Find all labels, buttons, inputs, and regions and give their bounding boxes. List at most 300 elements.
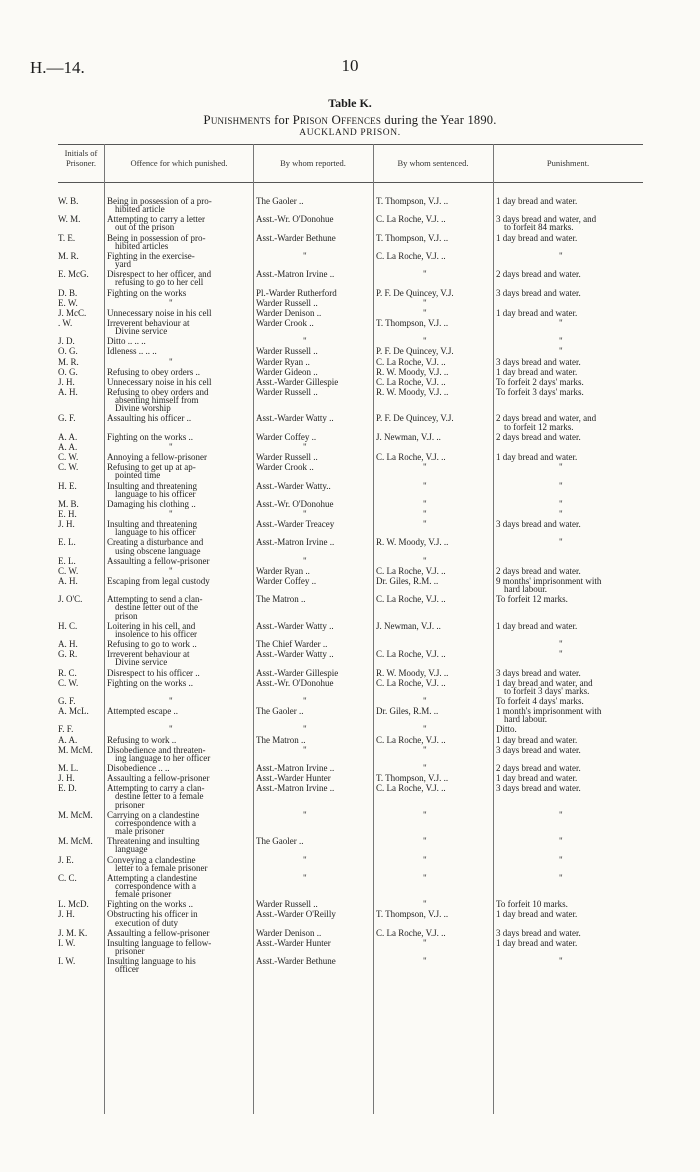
- subtitle-offences: Prison Offences: [292, 112, 382, 127]
- cell-sentenced: ": [423, 297, 427, 308]
- cell-initials: L. McD.: [58, 899, 89, 910]
- cell-reported: Asst.-Warder O'Reilly: [256, 909, 336, 920]
- cell-offence: Fighting on the works: [107, 287, 187, 298]
- cell-punishment: 2 days bread and water.: [496, 763, 581, 773]
- cell-punishment: 1 day bread and water.: [496, 620, 578, 631]
- cell-punishment: ": [559, 872, 563, 883]
- cell-initials: C. W.: [58, 462, 79, 473]
- column-header-initials: Initials of Prisoner.: [64, 148, 98, 168]
- cell-offence: Assaulting a fellow-prisoner: [107, 773, 210, 784]
- cell-punishment: 1 day bread and water.: [496, 307, 578, 318]
- cell-offence: Assaulting a fellow-prisoner: [107, 555, 210, 566]
- cell-sentenced: Dr. Giles, R.M. ..: [376, 576, 439, 586]
- cell-offence: Refusing to work ..: [107, 734, 177, 745]
- cell-offence: absenting himself from: [115, 395, 199, 406]
- cell-offence: Insulting language to fellow-: [107, 937, 212, 948]
- cell-punishment: 2 days bread and water.: [496, 565, 581, 576]
- cell-offence: Unnecessary noise in his cell: [107, 307, 212, 318]
- cell-reported: Asst.-Warder Watty ..: [256, 649, 334, 660]
- column-divider: [373, 144, 374, 1114]
- table-title: Table K.: [328, 96, 372, 110]
- cell-sentenced: P. F. De Quincey, V.J.: [376, 287, 454, 298]
- cell-sentenced: C. La Roche, V.J. ..: [376, 649, 446, 660]
- cell-sentenced: ": [423, 555, 427, 566]
- cell-sentenced: C. La Roche, V.J. ..: [376, 594, 446, 605]
- cell-sentenced: ": [423, 956, 427, 967]
- cell-offence: Unnecessary noise in his cell: [107, 376, 212, 387]
- cell-offence: Assaulting his officer ..: [107, 413, 192, 424]
- cell-punishment: To forfeit 10 marks.: [496, 899, 568, 910]
- cell-offence: Disrespect to her officer, and: [107, 269, 212, 280]
- cell-sentenced: C. La Roche, V.J. ..: [376, 452, 446, 463]
- cell-punishment: To forfeit 4 days' marks.: [496, 695, 584, 706]
- cell-reported: ": [303, 854, 307, 865]
- cell-reported: Warder Crook ..: [256, 317, 314, 328]
- cell-punishment: 1 day bread and water.: [496, 452, 578, 463]
- cell-punishment: 2 days bread and water.: [496, 431, 581, 442]
- cell-offence: ": [169, 565, 173, 576]
- cell-offence: Attempting to carry a clan-: [107, 783, 205, 794]
- cell-offence: Creating a disturbance and: [107, 537, 204, 548]
- cell-reported: ": [303, 250, 307, 261]
- cell-offence: Refusing to obey orders ..: [107, 366, 200, 377]
- cell-reported: ": [303, 555, 307, 566]
- cell-offence: ": [169, 297, 173, 308]
- cell-initials: A. A.: [58, 734, 78, 745]
- cell-sentenced: T. Thompson, V.J. ..: [376, 196, 449, 206]
- cell-reported: ": [303, 441, 307, 452]
- cell-initials: A. McL.: [58, 706, 89, 717]
- cell-initials: R. C.: [58, 667, 77, 678]
- cell-reported: Pl.-Warder Rutherford: [256, 287, 337, 298]
- cell-reported: ": [303, 695, 307, 706]
- cell-initials: A. A.: [58, 431, 78, 442]
- cell-punishment: ": [559, 480, 563, 491]
- cell-reported: Asst.-Warder Gillespie: [256, 667, 339, 678]
- document-code: H.—14.: [30, 58, 85, 77]
- cell-initials: A. A.: [58, 441, 78, 452]
- cell-punishment: 9 months' imprisonment with: [496, 576, 602, 586]
- cell-initials: W. B.: [58, 196, 79, 206]
- cell-offence: Disrespect to his officer ..: [107, 667, 200, 678]
- cell-offence: Refusing to go to work ..: [107, 639, 197, 650]
- cell-initials: M. McM.: [58, 809, 93, 820]
- cell-reported: ": [303, 809, 307, 820]
- cell-reported: ": [303, 724, 307, 735]
- cell-offence: ": [169, 441, 173, 452]
- cell-punishment: 3 days bread and water.: [496, 519, 581, 530]
- cell-punishment: to forfeit 12 marks.: [504, 421, 574, 432]
- cell-sentenced: C. La Roche, V.J. ..: [376, 214, 446, 225]
- cell-offence: correspondence with a: [115, 817, 196, 828]
- subtitle-punishments: Punishments: [203, 112, 271, 127]
- cell-offence: refusing to go to her cell: [115, 277, 204, 288]
- cell-initials: J. McC.: [58, 307, 87, 318]
- cell-sentenced: C. La Roche, V.J. ..: [376, 734, 446, 745]
- cell-reported: Asst.-Matron Irvine ..: [256, 537, 335, 548]
- cell-sentenced: ": [423, 508, 427, 519]
- cell-initials: G. F.: [58, 413, 76, 424]
- cell-reported: Asst.-Wr. O'Donohue: [256, 498, 334, 509]
- cell-offence: Divine service: [115, 326, 168, 337]
- cell-punishment: ": [559, 809, 563, 820]
- cell-sentenced: ": [423, 519, 427, 530]
- column-header-sentenced: By whom sentenced.: [397, 158, 469, 168]
- cell-initials: E. L.: [58, 537, 76, 548]
- cell-punishment: 3 days bread and water.: [496, 667, 581, 678]
- cell-offence: Disobedience and threaten-: [107, 744, 206, 755]
- cell-punishment: ": [559, 956, 563, 967]
- cell-punishment: to forfeit 3 days' marks.: [504, 685, 590, 696]
- cell-sentenced: C. La Roche, V.J. ..: [376, 677, 446, 688]
- cell-punishment: 1 day bread and water.: [496, 909, 578, 920]
- cell-reported: ": [303, 336, 307, 347]
- cell-offence: prisoner: [115, 946, 145, 956]
- cell-punishment: 1 day bread and water, and: [496, 677, 593, 688]
- cell-sentenced: ": [423, 724, 427, 735]
- cell-offence: Refusing to obey orders and: [107, 387, 209, 397]
- cell-reported: Asst.-Warder Treacey: [256, 519, 335, 530]
- cell-punishment: to forfeit 84 marks.: [504, 222, 574, 233]
- cell-offence: Being in possession of pro-: [107, 232, 206, 243]
- cell-initials: J. O'C.: [58, 594, 83, 605]
- cell-punishment: ": [559, 462, 563, 473]
- cell-offence: Ditto .. .. ..: [107, 336, 146, 347]
- cell-reported: Asst.-Warder Gillespie: [256, 376, 339, 387]
- cell-initials: I. W.: [58, 956, 76, 967]
- cell-reported: Warder Denison ..: [256, 927, 322, 938]
- cell-offence: pointed time: [115, 470, 161, 481]
- cell-punishment: ": [559, 639, 563, 650]
- cell-punishment: ": [559, 498, 563, 509]
- table-subtitle: [0, 112, 700, 128]
- cell-punishment: 3 days bread and water.: [496, 783, 581, 794]
- cell-offence: hibited articles: [115, 240, 169, 251]
- cell-reported: The Matron ..: [256, 594, 306, 605]
- cell-offence: Divine service: [115, 657, 168, 668]
- cell-sentenced: T. Thompson, V.J. ..: [376, 773, 449, 784]
- cell-offence: language to his officer: [115, 527, 196, 538]
- cell-sentenced: C. La Roche, V.J. ..: [376, 250, 446, 261]
- cell-reported: ": [303, 872, 307, 883]
- cell-sentenced: C. La Roche, V.J. ..: [376, 783, 446, 794]
- cell-offence: Insulting and threatening: [107, 480, 197, 491]
- cell-offence: using obscene language: [115, 545, 201, 556]
- cell-reported: The Chief Warder ..: [256, 639, 328, 650]
- cell-reported: Asst.-Matron Irvine ..: [256, 763, 335, 773]
- cell-sentenced: R. W. Moody, V.J. ..: [376, 387, 449, 397]
- cell-sentenced: R. W. Moody, V.J. ..: [376, 537, 449, 548]
- cell-offence: destine letter out of the: [115, 602, 198, 613]
- cell-initials: F. F.: [58, 724, 74, 735]
- cell-sentenced: J. Newman, V.J. ..: [376, 620, 441, 631]
- cell-offence: Irreverent behaviour at: [107, 317, 190, 328]
- cell-sentenced: C. La Roche, V.J. ..: [376, 376, 446, 387]
- cell-punishment: ": [559, 346, 563, 357]
- cell-reported: The Gaoler ..: [256, 836, 304, 847]
- cell-offence: Attempting a clandestine: [107, 872, 197, 883]
- cell-initials: W. M.: [58, 214, 81, 225]
- cell-sentenced: R. W. Moody, V.J. ..: [376, 667, 449, 678]
- cell-punishment: 1 day bread and water.: [496, 734, 578, 745]
- cell-sentenced: ": [423, 872, 427, 883]
- cell-offence: Conveying a clandestine: [107, 854, 196, 865]
- cell-sentenced: ": [423, 854, 427, 865]
- cell-reported: Asst.-Warder Watty..: [256, 480, 331, 491]
- cell-initials: G. R.: [58, 649, 78, 660]
- cell-initials: M. L.: [58, 763, 79, 773]
- cell-offence: insolence to his officer: [115, 628, 198, 639]
- cell-offence: prisoner: [115, 799, 145, 810]
- cell-offence: ": [169, 724, 173, 735]
- cell-offence: female prisoner: [115, 889, 172, 900]
- cell-sentenced: ": [423, 744, 427, 755]
- cell-offence: language: [115, 844, 148, 855]
- cell-reported: Warder Crook ..: [256, 462, 314, 473]
- cell-initials: E. D.: [58, 783, 77, 794]
- cell-reported: ": [303, 744, 307, 755]
- header-bottom-rule: [58, 182, 643, 183]
- cell-offence: Assaulting a fellow-prisoner: [107, 927, 210, 938]
- cell-punishment: ": [559, 508, 563, 519]
- cell-sentenced: ": [423, 462, 427, 473]
- cell-initials: A. H.: [58, 639, 78, 650]
- cell-offence: officer: [115, 964, 139, 975]
- cell-punishment: ": [559, 854, 563, 865]
- cell-punishment: 1 day bread and water.: [496, 937, 578, 948]
- cell-punishment: 1 day bread and water.: [496, 366, 578, 377]
- cell-offence: Fighting on the works ..: [107, 431, 194, 442]
- cell-reported: Warder Coffey ..: [256, 431, 317, 442]
- cell-offence: ": [169, 695, 173, 706]
- cell-reported: Asst.-Warder Hunter: [256, 937, 331, 948]
- cell-reported: Warder Russell ..: [256, 387, 318, 397]
- cell-punishment: hard labour.: [504, 584, 547, 595]
- cell-sentenced: R. W. Moody, V.J. ..: [376, 366, 449, 377]
- cell-offence: male prisoner: [115, 826, 165, 837]
- cell-initials: M. R.: [58, 356, 79, 367]
- cell-offence: ing language to her officer: [115, 752, 211, 763]
- cell-initials: E. W.: [58, 297, 78, 308]
- cell-reported: Asst.-Warder Bethune: [256, 232, 336, 243]
- cell-sentenced: T. Thompson, V.J. ..: [376, 909, 449, 920]
- cell-punishment: 3 days bread and water.: [496, 287, 581, 298]
- cell-reported: Warder Russell ..: [256, 297, 318, 308]
- cell-initials: I. W.: [58, 937, 76, 948]
- cell-reported: Warder Russell ..: [256, 452, 318, 463]
- cell-punishment: 1 month's imprisonment with: [496, 706, 602, 717]
- cell-offence: Attempting to send a clan-: [107, 594, 203, 605]
- cell-sentenced: ": [423, 836, 427, 847]
- cell-offence: correspondence with a: [115, 880, 196, 891]
- cell-initials: J. H.: [58, 773, 75, 784]
- cell-offence: Divine worship: [115, 403, 171, 414]
- cell-initials: . W.: [58, 317, 73, 328]
- cell-offence: Attempting to carry a letter: [107, 214, 205, 225]
- cell-sentenced: ": [423, 899, 427, 910]
- cell-sentenced: ": [423, 336, 427, 347]
- cell-sentenced: P. F. De Quincey, V.J.: [376, 413, 454, 424]
- cell-offence: Threatening and insulting: [107, 836, 200, 847]
- cell-offence: Irreverent behaviour at: [107, 649, 190, 660]
- cell-reported: The Gaoler ..: [256, 196, 304, 206]
- cell-reported: Asst.-Matron Irvine ..: [256, 783, 335, 794]
- cell-initials: A. H.: [58, 576, 78, 586]
- cell-punishment: 2 days bread and water.: [496, 269, 581, 280]
- cell-initials: J. H.: [58, 519, 75, 530]
- cell-initials: J. M. K.: [58, 927, 88, 938]
- cell-punishment: 3 days bread and water, and: [496, 214, 597, 225]
- cell-sentenced: C. La Roche, V.J. ..: [376, 927, 446, 938]
- cell-reported: Warder Ryan ..: [256, 565, 310, 576]
- column-divider: [253, 144, 254, 1114]
- cell-offence: Fighting on the works ..: [107, 677, 194, 688]
- cell-sentenced: T. Thompson, V.J. ..: [376, 317, 449, 328]
- cell-offence: yard: [115, 259, 131, 270]
- cell-offence: language to his officer: [115, 488, 196, 499]
- cell-reported: ": [303, 508, 307, 519]
- cell-offence: Fighting in the exercise-: [107, 250, 195, 261]
- cell-offence: destine letter to a female: [115, 791, 204, 802]
- cell-punishment: 1 day bread and water.: [496, 196, 578, 206]
- cell-initials: E. McG.: [58, 269, 89, 280]
- cell-punishment: ": [559, 250, 563, 261]
- cell-punishment: ": [559, 336, 563, 347]
- cell-punishment: ": [559, 537, 563, 548]
- column-header-offence: Offence for which punished.: [130, 158, 228, 168]
- subtitle-year: during the Year 1890.: [381, 113, 497, 127]
- cell-punishment: ": [559, 836, 563, 847]
- cell-initials: O. G.: [58, 346, 78, 357]
- cell-reported: Asst.-Warder Hunter: [256, 773, 331, 784]
- cell-initials: T. E.: [58, 232, 76, 243]
- cell-offence: Loitering in his cell, and: [107, 620, 196, 631]
- cell-offence: ": [169, 356, 173, 367]
- cell-initials: J. D.: [58, 336, 75, 347]
- cell-punishment: Ditto.: [496, 724, 517, 735]
- cell-sentenced: J. Newman, V.J. ..: [376, 431, 441, 442]
- subtitle-for: for: [270, 113, 293, 127]
- cell-initials: J. H.: [58, 376, 75, 387]
- cell-initials: J. H.: [58, 909, 75, 920]
- cell-punishment: To forfeit 3 days' marks.: [496, 387, 584, 397]
- cell-offence: Insulting language to his: [107, 956, 196, 967]
- cell-reported: Asst.-Wr. O'Donohue: [256, 214, 334, 225]
- cell-sentenced: ": [423, 763, 427, 773]
- cell-initials: M. McM.: [58, 744, 93, 755]
- cell-reported: Warder Russell ..: [256, 346, 318, 357]
- cell-punishment: ": [559, 317, 563, 328]
- cell-sentenced: ": [423, 269, 427, 280]
- cell-reported: Asst.-Wr. O'Donohue: [256, 677, 334, 688]
- cell-offence: Damaging his clothing ..: [107, 498, 196, 509]
- cell-initials: O. G.: [58, 366, 78, 377]
- cell-sentenced: ": [423, 937, 427, 948]
- cell-punishment: To forfeit 12 marks.: [496, 594, 568, 605]
- cell-offence: ": [169, 508, 173, 519]
- cell-initials: C. W.: [58, 565, 79, 576]
- prison-name: AUCKLAND PRISON.: [299, 128, 401, 138]
- cell-offence: Escaping from legal custody: [107, 576, 210, 586]
- cell-initials: H. E.: [58, 480, 77, 491]
- cell-offence: letter to a female prisoner: [115, 862, 208, 873]
- cell-offence: prison: [115, 610, 138, 621]
- cell-punishment: 3 days bread and water.: [496, 927, 581, 938]
- cell-initials: E. H.: [58, 508, 77, 519]
- cell-offence: Disobedience .. ..: [107, 763, 170, 773]
- page-number: 10: [341, 56, 359, 75]
- cell-reported: Warder Russell ..: [256, 899, 318, 910]
- cell-sentenced: C. La Roche, V.J. ..: [376, 356, 446, 367]
- cell-reported: Asst.-Matron Irvine ..: [256, 269, 335, 280]
- cell-initials: M. McM.: [58, 836, 93, 847]
- column-header-reported: By whom reported.: [280, 158, 346, 168]
- cell-sentenced: ": [423, 695, 427, 706]
- cell-punishment: hard labour.: [504, 714, 547, 725]
- cell-reported: Asst.-Warder Watty ..: [256, 620, 334, 631]
- cell-reported: Asst.-Warder Bethune: [256, 956, 336, 967]
- cell-reported: The Gaoler ..: [256, 706, 304, 717]
- cell-punishment: 3 days bread and water.: [496, 356, 581, 367]
- cell-initials: M. B.: [58, 498, 79, 509]
- cell-initials: C. C.: [58, 872, 77, 883]
- cell-sentenced: ": [423, 480, 427, 491]
- column-divider: [493, 144, 494, 1114]
- cell-sentenced: ": [423, 307, 427, 318]
- cell-punishment: 1 day bread and water.: [496, 773, 578, 784]
- cell-offence: Insulting and threatening: [107, 519, 197, 530]
- cell-offence: Idleness .. .. ..: [107, 346, 157, 357]
- table-top-rule: [58, 144, 643, 145]
- column-header-punishment: Punishment.: [546, 158, 590, 168]
- cell-initials: E. L.: [58, 555, 76, 566]
- cell-offence: Carrying on a clandestine: [107, 809, 200, 820]
- cell-offence: Refusing to get up at ap-: [107, 462, 196, 473]
- cell-sentenced: ": [423, 498, 427, 509]
- cell-offence: execution of duty: [115, 917, 178, 928]
- cell-initials: A. H.: [58, 387, 78, 397]
- cell-initials: J. E.: [58, 854, 74, 865]
- cell-reported: Warder Gideon ..: [256, 366, 318, 377]
- cell-sentenced: C. La Roche, V.J. ..: [376, 565, 446, 576]
- cell-offence: hibited article: [115, 204, 165, 215]
- cell-reported: Warder Denison ..: [256, 307, 322, 318]
- cell-initials: C. W.: [58, 452, 79, 463]
- cell-sentenced: ": [423, 809, 427, 820]
- cell-offence: Annoying a fellow-prisoner: [107, 452, 207, 463]
- cell-punishment: To forfeit 2 days' marks.: [496, 376, 584, 387]
- cell-offence: Obstructing his officer in: [107, 909, 198, 920]
- cell-reported: Warder Coffey ..: [256, 576, 317, 586]
- cell-initials: H. C.: [58, 620, 78, 631]
- cell-offence: out of the prison: [115, 222, 175, 233]
- cell-punishment: 2 days bread and water, and: [496, 413, 597, 424]
- cell-sentenced: T. Thompson, V.J. ..: [376, 232, 449, 243]
- cell-offence: Fighting on the works ..: [107, 899, 194, 910]
- cell-reported: Warder Ryan ..: [256, 356, 310, 367]
- cell-punishment: 3 days bread and water.: [496, 744, 581, 755]
- cell-punishment: ": [559, 649, 563, 660]
- cell-reported: Asst.-Warder Watty ..: [256, 413, 334, 424]
- cell-offence: Attempted escape ..: [107, 706, 178, 717]
- cell-punishment: 1 day bread and water.: [496, 232, 578, 243]
- cell-reported: The Matron ..: [256, 734, 306, 745]
- cell-initials: G. F.: [58, 695, 76, 706]
- cell-offence: Being in possession of a pro-: [107, 196, 212, 206]
- column-divider: [104, 144, 105, 1114]
- cell-initials: C. W.: [58, 677, 79, 688]
- cell-initials: D. B.: [58, 287, 78, 298]
